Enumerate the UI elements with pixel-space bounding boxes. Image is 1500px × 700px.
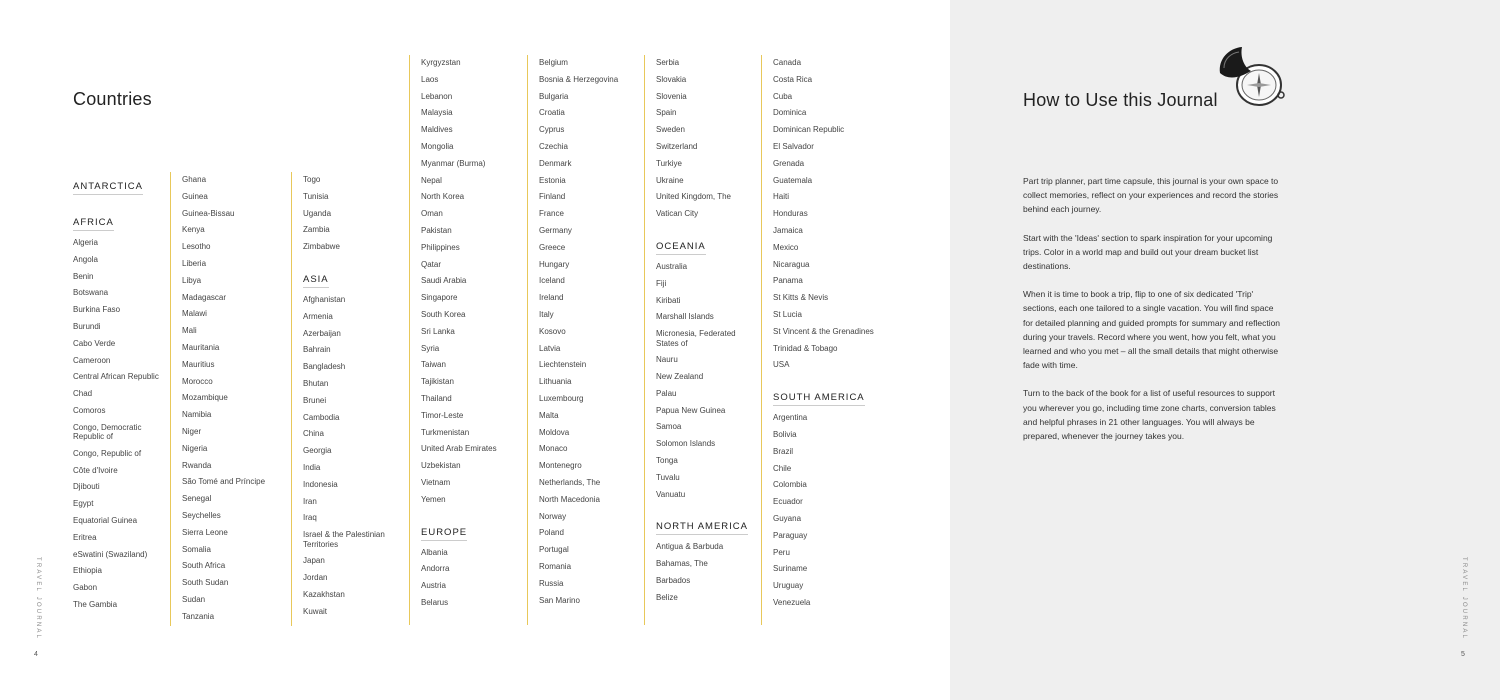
country-item: Guinea xyxy=(182,191,208,201)
country-item: South Africa xyxy=(182,561,226,571)
country-item: Guatemala xyxy=(773,175,813,185)
country-item: Congo, Democratic Republic of xyxy=(73,422,142,442)
region-heading: NORTH AMERICA xyxy=(656,521,748,535)
country-item: Ukraine xyxy=(656,175,684,185)
country-item: United Arab Emirates xyxy=(421,444,497,454)
country-item: Slovenia xyxy=(656,91,687,101)
country-item: Haiti xyxy=(773,192,790,202)
country-item: Russia xyxy=(539,578,564,588)
country-item: Philippines xyxy=(421,242,460,252)
country-item: Madagascar xyxy=(182,292,227,302)
country-column-4 xyxy=(409,55,497,625)
country-item: United Kingdom, The xyxy=(656,192,732,202)
country-item: Djibouti xyxy=(73,482,100,492)
intro-paragraph: Turn to the back of the book for a list of useful resources to support you wherever you go, including time zone charts, conversion tables and helpful phrases in 21 other languages. You will always be prepared, whenever the journey takes you. xyxy=(1023,388,1276,442)
country-item: Bahrain xyxy=(303,345,331,355)
country-item: Rwanda xyxy=(182,460,212,470)
country-item: Panama xyxy=(773,276,803,286)
country-item: Guinea-Bissau xyxy=(182,208,235,218)
intro-paragraph: When it is time to book a trip, flip to one of six dedicated 'Trip' sections, each one tailored to a single vacation. You will find space for detailed planning and guided prompts for summary and reflection during your travels. Record where you went, how you felt, what you learned and who you met – all the small details that might otherwise fade with time. xyxy=(1023,289,1281,371)
country-item: Malawi xyxy=(182,309,207,319)
region-heading: ANTARCTICA xyxy=(73,181,143,195)
country-item: Latvia xyxy=(539,343,561,353)
country-item: Tonga xyxy=(656,455,678,465)
section-spacer xyxy=(656,223,756,236)
country-item: Singapore xyxy=(421,293,458,303)
country-item: Mauritius xyxy=(182,359,215,369)
country-item: eSwatini (Swaziland) xyxy=(73,549,148,559)
country-item: Micronesia, Federated States of xyxy=(656,329,736,348)
country-item: Myanmar (Burma) xyxy=(421,158,486,168)
country-item: Chile xyxy=(773,463,792,473)
country-item: Greece xyxy=(539,242,566,252)
country-item: St Lucia xyxy=(773,309,802,319)
intro-paragraph: Start with the 'Ideas' section to spark inspiration for your upcoming trips. Color in a world map and build out your dream bucket list destinations. xyxy=(1023,232,1273,272)
country-item: South Sudan xyxy=(182,578,229,588)
country-item: Congo, Republic of xyxy=(73,448,142,458)
country-item: Togo xyxy=(303,175,321,184)
country-item: Poland xyxy=(539,528,564,538)
country-item: Bahamas, The xyxy=(656,559,708,569)
country-item: Kuwait xyxy=(303,606,328,616)
country-item: Timor-Leste xyxy=(421,410,464,420)
country-item: Denmark xyxy=(539,158,572,168)
country-item: Norway xyxy=(539,511,567,521)
country-item: Montenegro xyxy=(539,461,582,471)
country-item: San Marino xyxy=(539,595,580,605)
country-item: Jordan xyxy=(303,572,328,582)
country-item: India xyxy=(303,462,321,472)
country-item: Spain xyxy=(656,108,677,118)
page-title: Countries xyxy=(73,89,152,109)
country-item: Namibia xyxy=(182,410,212,420)
country-item: Nauru xyxy=(656,355,678,365)
country-item: Equatorial Guinea xyxy=(73,515,138,525)
country-item: Iceland xyxy=(539,276,565,286)
country-item: Estonia xyxy=(539,175,566,185)
country-item: Trinidad & Tobago xyxy=(773,343,838,353)
country-item: Ghana xyxy=(182,175,207,184)
country-item: Argentina xyxy=(773,413,808,423)
country-item: Suriname xyxy=(773,564,808,574)
country-item: Central African Republic xyxy=(73,372,159,382)
country-item: Oman xyxy=(421,209,443,219)
country-item: Bosnia & Herzegovina xyxy=(539,74,619,84)
country-item: China xyxy=(303,429,324,439)
country-item: Ecuador xyxy=(773,497,803,507)
country-item: Samoa xyxy=(656,422,682,432)
country-item: Indonesia xyxy=(303,479,338,489)
right-page xyxy=(950,0,1500,700)
country-item: Sudan xyxy=(182,594,206,604)
country-item: Morocco xyxy=(182,376,213,386)
country-item: Nepal xyxy=(421,175,442,185)
page-title: How to Use this Journal xyxy=(1023,90,1218,110)
country-item: Afghanistan xyxy=(303,294,346,304)
country-item: Kenya xyxy=(182,225,205,235)
country-item: Bhutan xyxy=(303,378,329,388)
country-item: Azerbaijan xyxy=(303,328,341,338)
country-item: Andorra xyxy=(421,564,450,574)
country-item: France xyxy=(539,209,564,219)
country-item: Gabon xyxy=(73,583,98,593)
country-item: Brazil xyxy=(773,446,794,456)
country-item: Qatar xyxy=(421,259,442,269)
country-item: Mexico xyxy=(773,242,799,252)
country-item: Cyprus xyxy=(539,125,565,135)
country-item: Belarus xyxy=(421,597,449,607)
country-item: Papua New Guinea xyxy=(656,405,726,415)
country-item: Israel & the Palestinian Territories xyxy=(303,530,385,549)
country-item: Slovakia xyxy=(656,74,687,84)
country-item: Barbados xyxy=(656,575,691,585)
country-item: Egypt xyxy=(73,499,94,509)
country-item: Honduras xyxy=(773,209,808,219)
country-item: Eritrea xyxy=(73,532,97,542)
country-item: Senegal xyxy=(182,494,212,504)
country-column-3 xyxy=(291,172,403,626)
country-column-6 xyxy=(644,55,756,625)
country-item: Paraguay xyxy=(773,530,808,540)
country-item: Sri Lanka xyxy=(421,326,455,336)
country-item: Cuba xyxy=(773,91,793,101)
country-item: Libya xyxy=(182,275,202,285)
country-item: El Salvador xyxy=(773,141,814,151)
country-item: Vietnam xyxy=(421,477,451,487)
country-item: Liberia xyxy=(182,258,207,268)
country-item: Tanzania xyxy=(182,611,215,621)
country-item: USA xyxy=(773,360,790,370)
country-item: Sweden xyxy=(656,125,685,135)
country-item: Nigeria xyxy=(182,443,208,453)
country-item: Turkmenistan xyxy=(421,427,470,437)
country-column-7 xyxy=(761,55,874,625)
country-item: Malaysia xyxy=(421,108,453,118)
section-spacer xyxy=(421,509,497,522)
country-item: North Korea xyxy=(421,192,465,202)
country-item: Monaco xyxy=(539,444,568,454)
country-item: Kyrgyzstan xyxy=(421,58,461,67)
country-item: Sierra Leone xyxy=(182,527,228,537)
country-item: Angola xyxy=(73,254,98,264)
country-item: Vatican City xyxy=(656,209,699,219)
country-item: Botswana xyxy=(73,288,109,298)
country-item: Guyana xyxy=(773,513,802,523)
country-item: Japan xyxy=(303,556,325,566)
country-item: Zambia xyxy=(303,225,330,235)
country-item: Dominica xyxy=(773,108,807,118)
country-item: Mozambique xyxy=(182,393,228,403)
country-item: Burkina Faso xyxy=(73,305,121,315)
country-item: Jamaica xyxy=(773,225,803,235)
intro-text xyxy=(1023,174,1285,457)
country-item: Brunei xyxy=(303,395,327,405)
country-item: Burundi xyxy=(73,321,101,331)
country-item: Bolivia xyxy=(773,429,797,439)
country-item: Croatia xyxy=(539,108,565,118)
country-item: Canada xyxy=(773,58,802,67)
country-item: Italy xyxy=(539,309,554,319)
country-item: Liechtenstein xyxy=(539,360,587,370)
country-item: Kosovo xyxy=(539,326,566,336)
country-item: Cabo Verde xyxy=(73,338,116,348)
country-item: Czechia xyxy=(539,141,568,151)
country-item: Portugal xyxy=(539,545,569,555)
country-column-2 xyxy=(170,172,265,626)
compass-icon xyxy=(1215,45,1287,109)
country-item: Mauritania xyxy=(182,342,220,352)
country-item: Germany xyxy=(539,225,572,235)
country-item: South Korea xyxy=(421,309,466,319)
country-item: Mongolia xyxy=(421,141,454,151)
country-item: Malta xyxy=(539,410,559,420)
country-item: Vanuatu xyxy=(656,489,686,499)
country-item: Armenia xyxy=(303,311,333,321)
country-item: Comoros xyxy=(73,405,106,415)
country-item: Thailand xyxy=(421,393,452,403)
country-item: Zimbabwe xyxy=(303,242,340,252)
country-item: Uganda xyxy=(303,208,332,218)
country-item: Seychelles xyxy=(182,510,221,520)
country-item: Dominican Republic xyxy=(773,125,845,135)
country-item: Belgium xyxy=(539,58,568,67)
country-item: Lithuania xyxy=(539,377,572,387)
country-item: Romania xyxy=(539,561,572,571)
country-item: Algeria xyxy=(73,238,98,247)
country-item: Laos xyxy=(421,74,439,84)
country-item: Turkiye xyxy=(656,158,682,168)
country-item: Somalia xyxy=(182,544,211,554)
country-item: Chad xyxy=(73,389,93,399)
country-item: Nicaragua xyxy=(773,259,810,269)
country-item: Bulgaria xyxy=(539,91,569,101)
country-item: Ireland xyxy=(539,293,564,303)
country-item: Kiribati xyxy=(656,295,681,305)
country-item: Colombia xyxy=(773,480,807,490)
country-item: Yemen xyxy=(421,494,446,504)
country-item: Tuvalu xyxy=(656,472,680,482)
section-spacer xyxy=(656,503,756,516)
country-column-5 xyxy=(527,55,618,625)
country-item: Tunisia xyxy=(303,191,329,201)
page-number: 5 xyxy=(1461,651,1465,658)
country-item: Finland xyxy=(539,192,566,202)
country-item: North Macedonia xyxy=(539,494,600,504)
region-heading: OCEANIA xyxy=(656,241,706,255)
country-item: Benin xyxy=(73,271,94,281)
country-item: Serbia xyxy=(656,58,680,67)
country-item: Belize xyxy=(656,592,678,602)
region-heading: EUROPE xyxy=(421,527,467,541)
country-item: Lesotho xyxy=(182,242,211,252)
country-item: Grenada xyxy=(773,158,805,168)
country-item: Iraq xyxy=(303,513,317,523)
country-column-1 xyxy=(73,176,173,614)
country-item: Saudi Arabia xyxy=(421,276,467,286)
country-item: Netherlands, The xyxy=(539,477,601,487)
country-item: Syria xyxy=(421,343,440,353)
country-item: Taiwan xyxy=(421,360,446,370)
country-item: Mali xyxy=(182,326,197,336)
region-heading: AFRICA xyxy=(73,217,114,231)
region-heading: SOUTH AMERICA xyxy=(773,392,865,406)
country-item: Marshall Islands xyxy=(656,312,714,322)
section-spacer xyxy=(303,256,403,269)
region-heading: ASIA xyxy=(303,274,329,288)
country-item: Moldova xyxy=(539,427,570,437)
country-item: Bangladesh xyxy=(303,362,346,372)
side-label: TRAVEL JOURNAL xyxy=(35,557,41,641)
country-item: Fiji xyxy=(656,278,667,288)
country-item: São Tomé and Príncipe xyxy=(182,477,266,487)
country-item: Iran xyxy=(303,496,317,506)
section-spacer xyxy=(773,374,874,387)
country-item: Cambodia xyxy=(303,412,340,422)
country-item: Niger xyxy=(182,426,202,436)
country-item: Costa Rica xyxy=(773,74,813,84)
country-item: The Gambia xyxy=(73,599,118,609)
country-item: Hungary xyxy=(539,259,570,269)
country-item: Uzbekistan xyxy=(421,461,461,471)
country-item: Lebanon xyxy=(421,91,453,101)
section-spacer xyxy=(73,199,173,212)
side-label: TRAVEL JOURNAL xyxy=(1461,557,1467,641)
country-item: Pakistan xyxy=(421,225,452,235)
page-number: 4 xyxy=(34,651,38,658)
country-item: Antigua & Barbuda xyxy=(656,542,724,552)
country-item: New Zealand xyxy=(656,371,704,381)
country-item: Luxembourg xyxy=(539,393,584,403)
country-item: Cameroon xyxy=(73,355,111,365)
country-item: Albania xyxy=(421,547,448,557)
country-item: Palau xyxy=(656,388,677,398)
country-item: Ethiopia xyxy=(73,566,102,576)
country-item: Peru xyxy=(773,547,790,557)
country-item: Tajikistan xyxy=(421,377,454,387)
country-item: Kazakhstan xyxy=(303,589,345,599)
country-item: Georgia xyxy=(303,446,332,456)
intro-paragraph: Part trip planner, part time capsule, this journal is your own space to collect memories, reflect on your experiences and record the stories behind each journey. xyxy=(1023,176,1279,215)
country-item: Austria xyxy=(421,581,446,591)
country-item: Côte d'Ivoire xyxy=(73,465,118,475)
country-item: Uruguay xyxy=(773,581,804,591)
country-item: St Vincent & the Grenadines xyxy=(773,326,874,336)
country-item: St Kitts & Nevis xyxy=(773,293,829,303)
country-item: Switzerland xyxy=(656,141,698,151)
country-item: Solomon Islands xyxy=(656,439,716,449)
country-item: Australia xyxy=(656,261,688,271)
country-item: Maldives xyxy=(421,125,453,135)
country-item: Venezuela xyxy=(773,597,811,607)
